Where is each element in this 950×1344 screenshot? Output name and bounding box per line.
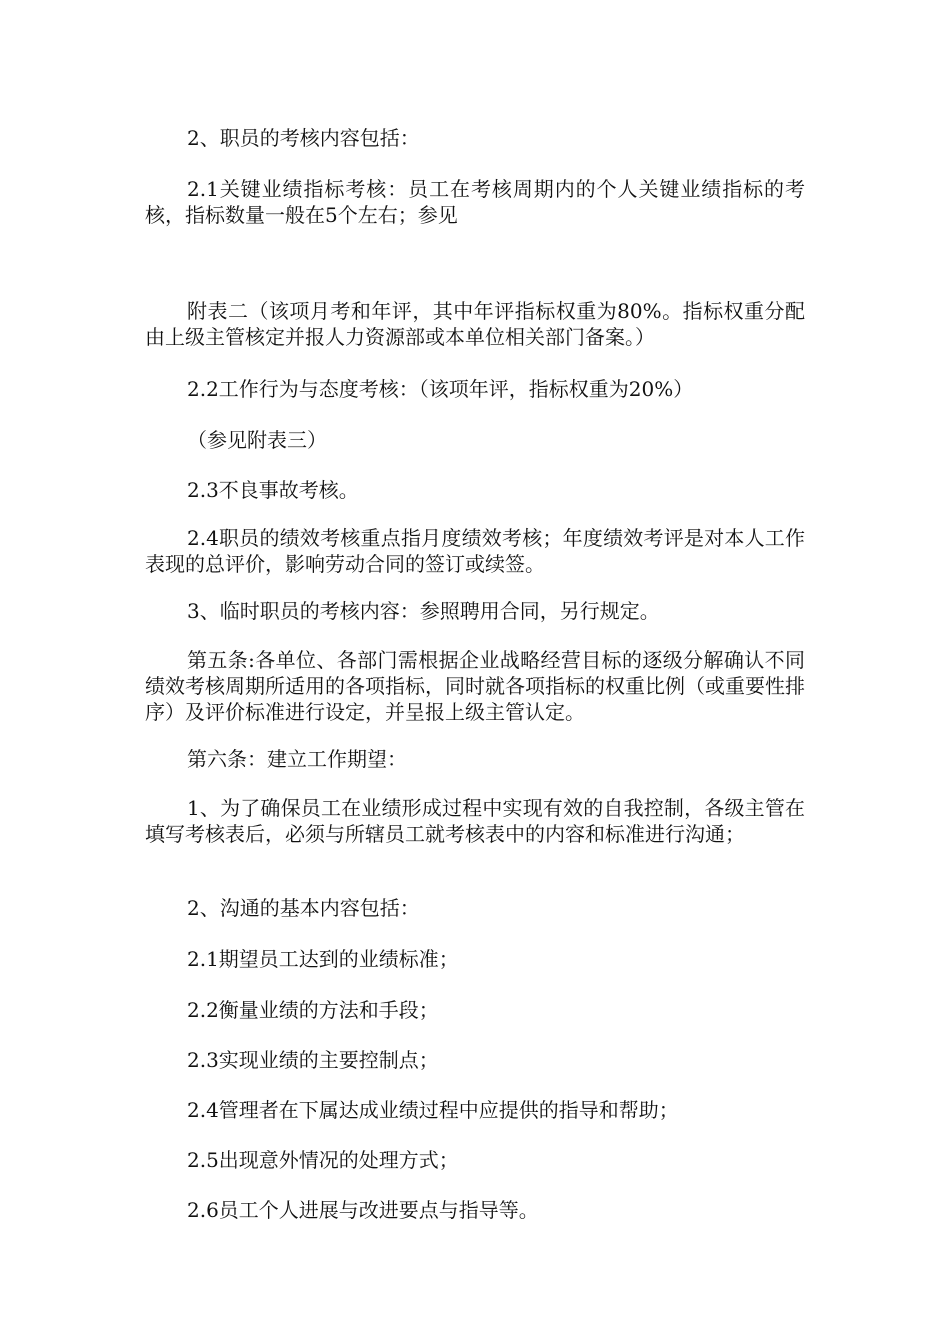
list-item-personal-progress: 2.6员工个人进展与改进要点与指导等。 [187,1198,539,1222]
paragraph-monthly-focus: 2.4职员的绩效考核重点指月度绩效考核；年度绩效考评是对本人工作表现的总评价，影响劳动合同的签订或续签。 [145,526,805,576]
paragraph-kpi-assessment: 2.1关键业绩指标考核：员工在考核周期内的个人关键业绩指标的考核，指标数量一般在5个左右；参见 [145,177,805,227]
list-item-control-points: 2.3实现业绩的主要控制点； [187,1048,439,1072]
paragraph-incident-assessment: 2.3不良事故考核。 [187,478,359,502]
list-item-measurement-methods: 2.2衡量业绩的方法和手段； [187,998,439,1022]
paragraph-temporary-staff: 3、临时职员的考核内容：参照聘用合同，另行规定。 [187,599,660,623]
paragraph-article-six: 第六条：建立工作期望： [187,747,407,771]
list-item-manager-guidance: 2.4管理者在下属达成业绩过程中应提供的指导和帮助； [187,1098,679,1122]
paragraph-appendix-two: 附表二（该项月考和年评，其中年评指标权重为80%。指标权重分配由上级主管核定并报人力资源部或本单位相关部门备案。） [145,299,805,349]
list-item-exception-handling: 2.5出现意外情况的处理方式； [187,1148,459,1172]
paragraph-communication-requirement: 1、为了确保员工在业绩形成过程中实现有效的自我控制，各级主管在填写考核表后，必须与所辖员工就考核表中的内容和标准进行沟通； [145,796,805,846]
paragraph-behavior-attitude: 2.2工作行为与态度考核：（该项年评，指标权重为20%） [187,377,694,401]
list-item-performance-standard: 2.1期望员工达到的业绩标准； [187,947,459,971]
paragraph-see-appendix-three: （参见附表三） [187,428,327,452]
paragraph-article-five: 第五条:各单位、各部门需根据企业战略经营目标的逐级分解确认不同绩效考核周期所适用的各项指标，同时就各项指标的权重比例（或重要性排序）及评价标准进行设定，并呈报上级主管认定。 [145,648,805,724]
paragraph-communication-content: 2、沟通的基本内容包括： [187,896,420,920]
paragraph-staff-assessment-content: 2、职员的考核内容包括： [187,126,420,150]
